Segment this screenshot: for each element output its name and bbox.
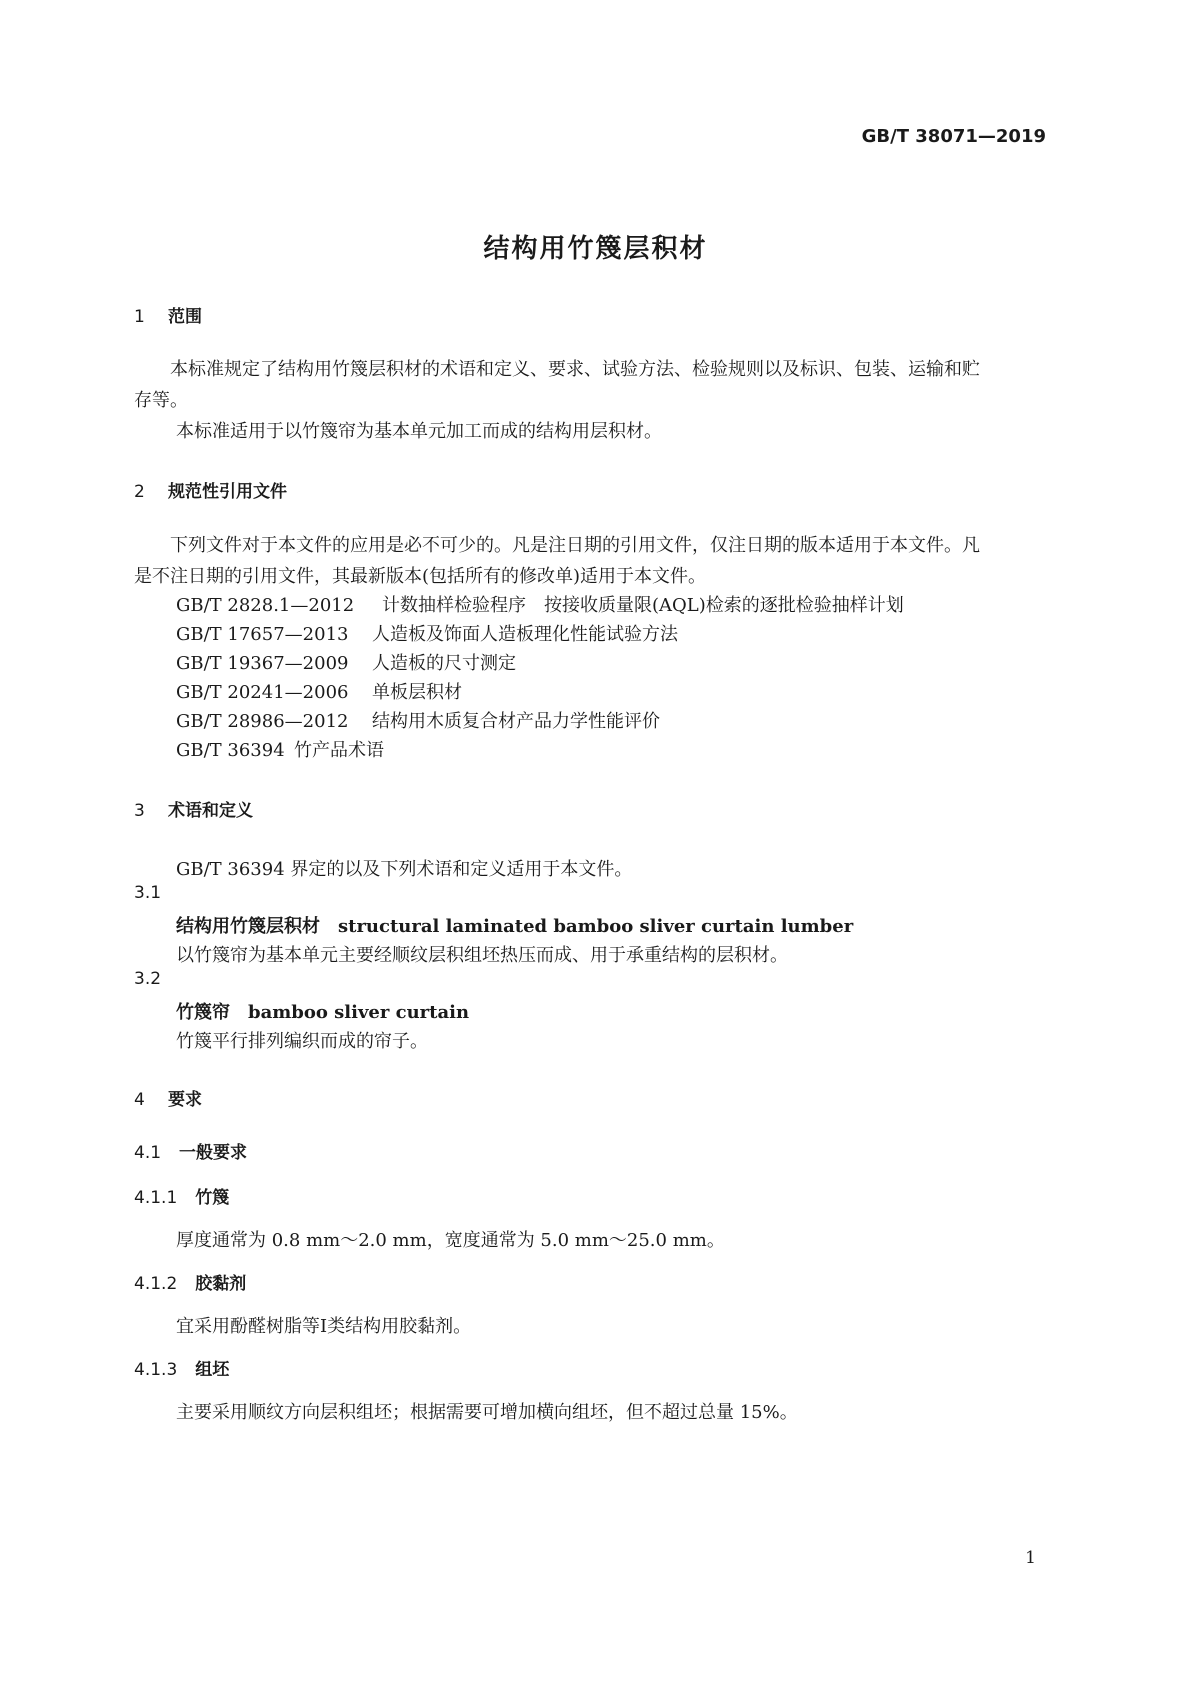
reference-title: 单板层积材: [372, 682, 462, 703]
section-title: 术语和定义: [168, 801, 253, 821]
term-entry: [176, 912, 853, 938]
reference-code: GB/T 28986—2012: [176, 711, 349, 732]
term-en: structural laminated bamboo sliver curtain lumber: [338, 916, 854, 937]
clause-4-1-2-heading: [134, 1269, 246, 1294]
reference-item: [176, 678, 462, 704]
subsection-number: 4.1: [134, 1143, 162, 1163]
scope-paragraph-2: 本标准适用于以竹篾帘为基本单元加工而成的结构用层积材。: [176, 421, 662, 442]
reference-title: 竹产品术语: [294, 740, 384, 761]
term-zh: 结构用竹篾层积材: [176, 916, 320, 937]
reference-title: 结构用木质复合材产品力学性能评价: [372, 711, 660, 732]
clause-title: 竹篾: [195, 1188, 230, 1208]
reference-item: [176, 591, 904, 617]
standard-code: GB/T 38071—2019: [861, 126, 1046, 147]
clause-text: 宜采用酚醛树脂等Ⅰ类结构用胶黏剂。: [176, 1316, 472, 1337]
terms-intro: GB/T 36394 界定的以及下列术语和定义适用于本文件。: [176, 859, 633, 880]
reference-title: 计数抽样检验程序 按接收质量限(AQL)检索的逐批检验抽样计划: [382, 595, 904, 616]
reference-code: GB/T 36394: [176, 740, 285, 761]
section-number: 1: [134, 307, 145, 327]
reference-code: GB/T 19367—2009: [176, 653, 349, 674]
document-title: 结构用竹篾层积材: [483, 234, 708, 264]
clause-title: 胶黏剂: [195, 1274, 247, 1294]
term-definition: 竹篾平行排列编织而成的帘子。: [176, 1031, 428, 1052]
reference-title: 人造板及饰面人造板理化性能试验方法: [372, 624, 678, 645]
clause-number: 4.1.1: [134, 1188, 178, 1208]
section-title: 要求: [168, 1090, 202, 1110]
clause-4-1-1-heading: [134, 1183, 229, 1208]
section-number: 3: [134, 801, 145, 821]
term-definition: 以竹篾帘为基本单元主要经顺纹层积组坯热压而成、用于承重结构的层积材。: [176, 945, 788, 966]
reference-item: [176, 649, 516, 675]
subsection-title: 一般要求: [179, 1143, 248, 1163]
section-number: 2: [134, 482, 145, 502]
section-number: 4: [134, 1090, 145, 1110]
section-1-heading: [134, 302, 202, 327]
clause-text: 厚度通常为 0.8 mm～2.0 mm，宽度通常为 5.0 mm～25.0 mm。: [176, 1230, 725, 1251]
reference-item: [176, 707, 660, 733]
section-title: 规范性引用文件: [168, 482, 287, 502]
section-title: 范围: [168, 307, 202, 327]
section-3-heading: [134, 796, 253, 821]
section-4-heading: [134, 1085, 202, 1110]
clause-4-1-3-heading: [134, 1355, 229, 1380]
term-entry: [176, 998, 469, 1024]
clause-text: 主要采用顺纹方向层积组坯；根据需要可增加横向组坯，但不超过总量 15%。: [176, 1402, 798, 1423]
reference-code: GB/T 17657—2013: [176, 624, 349, 645]
clause-title: 组坯: [195, 1360, 230, 1380]
term-number: 3.1: [134, 883, 162, 903]
reference-item: [176, 620, 678, 646]
reference-item: [176, 736, 384, 762]
subsection-4-1-heading: [134, 1138, 247, 1163]
term-number: 3.2: [134, 969, 162, 989]
term-zh: 竹篾帘: [176, 1002, 230, 1023]
section-2-heading: [134, 477, 287, 502]
normative-references-intro: 下列文件对于本文件的应用是必不可少的。凡是注日期的引用文件，仅注日期的版本适用于本文件。凡是不注日期的引用文件，其最新版本(包括所有的修改单)适用于本文件。: [134, 535, 980, 587]
reference-code: GB/T 20241—2006: [176, 682, 349, 703]
reference-code: GB/T 2828.1—2012: [176, 595, 355, 616]
term-en: bamboo sliver curtain: [248, 1002, 470, 1023]
reference-title: 人造板的尺寸测定: [372, 653, 516, 674]
scope-paragraph-1: 本标准规定了结构用竹篾层积材的术语和定义、要求、试验方法、检验规则以及标识、包装、运输和贮存等。: [134, 359, 980, 411]
page-number: 1: [1025, 1548, 1036, 1568]
clause-number: 4.1.2: [134, 1274, 178, 1294]
clause-number: 4.1.3: [134, 1360, 178, 1380]
